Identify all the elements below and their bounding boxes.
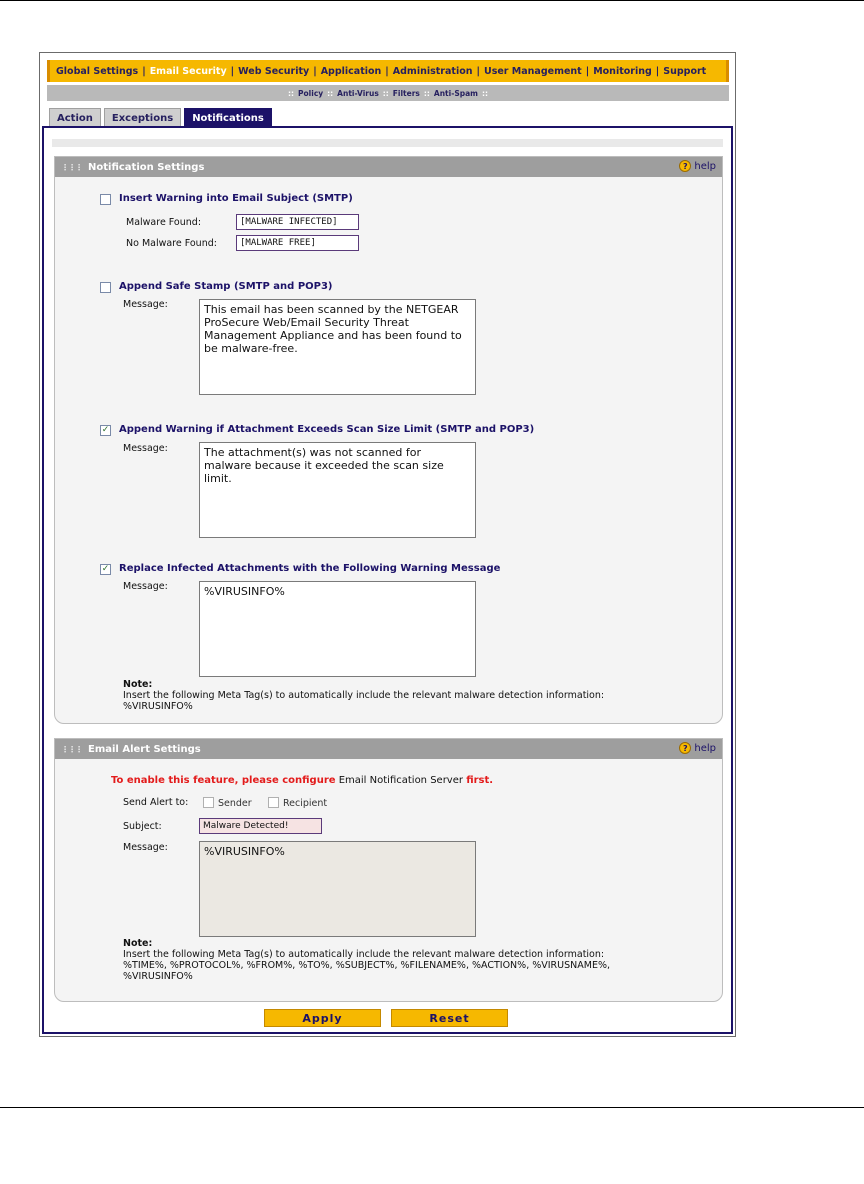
nav-separator: | (655, 65, 660, 77)
nav-email-security[interactable]: Email Security (149, 65, 227, 77)
tab-notifications[interactable]: Notifications (184, 108, 272, 127)
email-alert-settings-header (55, 739, 722, 759)
recipient-label: Recipient (283, 798, 328, 809)
insert-warning-label: Insert Warning into Email Subject (SMTP) (119, 193, 353, 204)
note-heading: Note: (123, 938, 153, 949)
nav-application[interactable]: Application (320, 65, 382, 77)
replace-infected-message-label: Message: (123, 581, 168, 592)
send-alert-label: Send Alert to: (123, 797, 189, 808)
progress-strip (52, 139, 723, 147)
tab-action[interactable]: Action (49, 108, 101, 127)
note-text: Insert the following Meta Tag(s) to automatically include the relevant malware detection information: (123, 690, 605, 701)
configure-message: To enable this feature, please configure Email Notification Server first. (111, 775, 494, 786)
content-panel (42, 126, 733, 1034)
note-meta-tags: %TIME%, %PROTOCOL%, %FROM%, %TO%, %SUBJECT%, %FILENAME%, %ACTION%, %VIRUSNAME%, %VIRUSINFO% (123, 960, 610, 982)
nav-monitoring[interactable]: Monitoring (593, 65, 652, 77)
help-icon: ? (679, 160, 691, 172)
nav-separator: | (385, 65, 389, 77)
scan-size-warning-label: Append Warning if Attachment Exceeds Scan Size Limit (SMTP and POP3) (119, 424, 535, 435)
help-link[interactable]: ? help (679, 742, 716, 754)
alert-message-label: Message: (123, 842, 168, 853)
section-title: Email Alert Settings (88, 743, 201, 755)
nav-separator: | (476, 65, 480, 77)
nav-separator: | (313, 65, 317, 77)
note-meta-tags: %VIRUSINFO% (123, 701, 193, 712)
help-link[interactable]: ? help (679, 160, 716, 172)
alert-message-textarea[interactable]: %VIRUSINFO% (199, 841, 476, 937)
grip-icon: ⋮⋮⋮ (61, 744, 82, 754)
main-nav (47, 60, 729, 82)
safe-stamp-label: Append Safe Stamp (SMTP and POP3) (119, 281, 333, 292)
scan-size-message-label: Message: (123, 443, 168, 454)
nav-global-settings[interactable]: Global Settings (56, 65, 139, 77)
subnav-filters[interactable]: Filters (392, 88, 420, 98)
replace-infected-label: Replace Infected Attachments with the Following Warning Message (119, 563, 501, 574)
subject-label: Subject: (123, 821, 162, 832)
notification-settings-section (54, 156, 723, 724)
no-malware-found-input[interactable]: [MALWARE FREE] (236, 235, 359, 251)
email-notification-server-link[interactable]: Email Notification Server (338, 775, 463, 786)
note-heading: Note: (123, 679, 153, 690)
insert-warning-checkbox[interactable] (100, 194, 111, 205)
scan-size-message-textarea[interactable]: The attachment(s) was not scanned for malware because it exceeded the scan size limit. (199, 442, 476, 538)
replace-infected-checkbox[interactable]: ✓ (101, 564, 110, 574)
safe-stamp-checkbox[interactable] (100, 282, 111, 293)
safe-stamp-message-textarea[interactable]: This email has been scanned by the NETGEAR ProSecure Web/Email Security Threat Management Appliance and has been found to be malware-free. (199, 299, 476, 395)
nav-web-security[interactable]: Web Security (238, 65, 310, 77)
nav-user-management[interactable]: User Management (483, 65, 582, 77)
nav-administration[interactable]: Administration (392, 65, 473, 77)
malware-found-label: Malware Found: (126, 217, 202, 228)
apply-button[interactable]: Apply (264, 1009, 381, 1027)
nav-support[interactable]: Support (663, 65, 707, 77)
subnav-policy[interactable]: Policy (298, 88, 324, 98)
sub-nav: :: Policy :: Anti-Virus :: Filters :: Anti-Spam :: (47, 85, 729, 101)
tab-bar (49, 108, 275, 127)
help-icon: ? (679, 742, 691, 754)
recipient-checkbox[interactable] (268, 797, 279, 808)
scan-size-warning-checkbox[interactable]: ✓ (101, 425, 110, 435)
malware-found-input[interactable]: [MALWARE INFECTED] (236, 214, 359, 230)
grip-icon: ⋮⋮⋮ (61, 162, 82, 172)
subnav-anti-virus[interactable]: Anti-Virus (337, 88, 379, 98)
no-malware-found-label: No Malware Found: (126, 238, 217, 249)
sender-checkbox[interactable] (203, 797, 214, 808)
tab-exceptions[interactable]: Exceptions (104, 108, 181, 127)
subject-input[interactable]: Malware Detected! (199, 818, 322, 834)
nav-separator: | (142, 65, 146, 77)
notification-settings-header (55, 157, 722, 177)
page-top-rule (0, 0, 864, 1)
safe-stamp-message-label: Message: (123, 299, 168, 310)
note-text: Insert the following Meta Tag(s) to automatically include the relevant malware detection information: (123, 949, 605, 960)
subnav-anti-spam[interactable]: Anti-Spam (433, 88, 478, 98)
app-window (39, 52, 736, 1037)
page-bottom-rule (0, 1107, 864, 1108)
nav-separator: | (230, 65, 235, 77)
sender-label: Sender (218, 798, 252, 809)
reset-button[interactable]: Reset (391, 1009, 508, 1027)
email-alert-settings-section (54, 738, 723, 1002)
nav-separator: | (585, 65, 590, 77)
section-title: Notification Settings (88, 161, 205, 173)
replace-infected-message-textarea[interactable]: %VIRUSINFO% (199, 581, 476, 677)
